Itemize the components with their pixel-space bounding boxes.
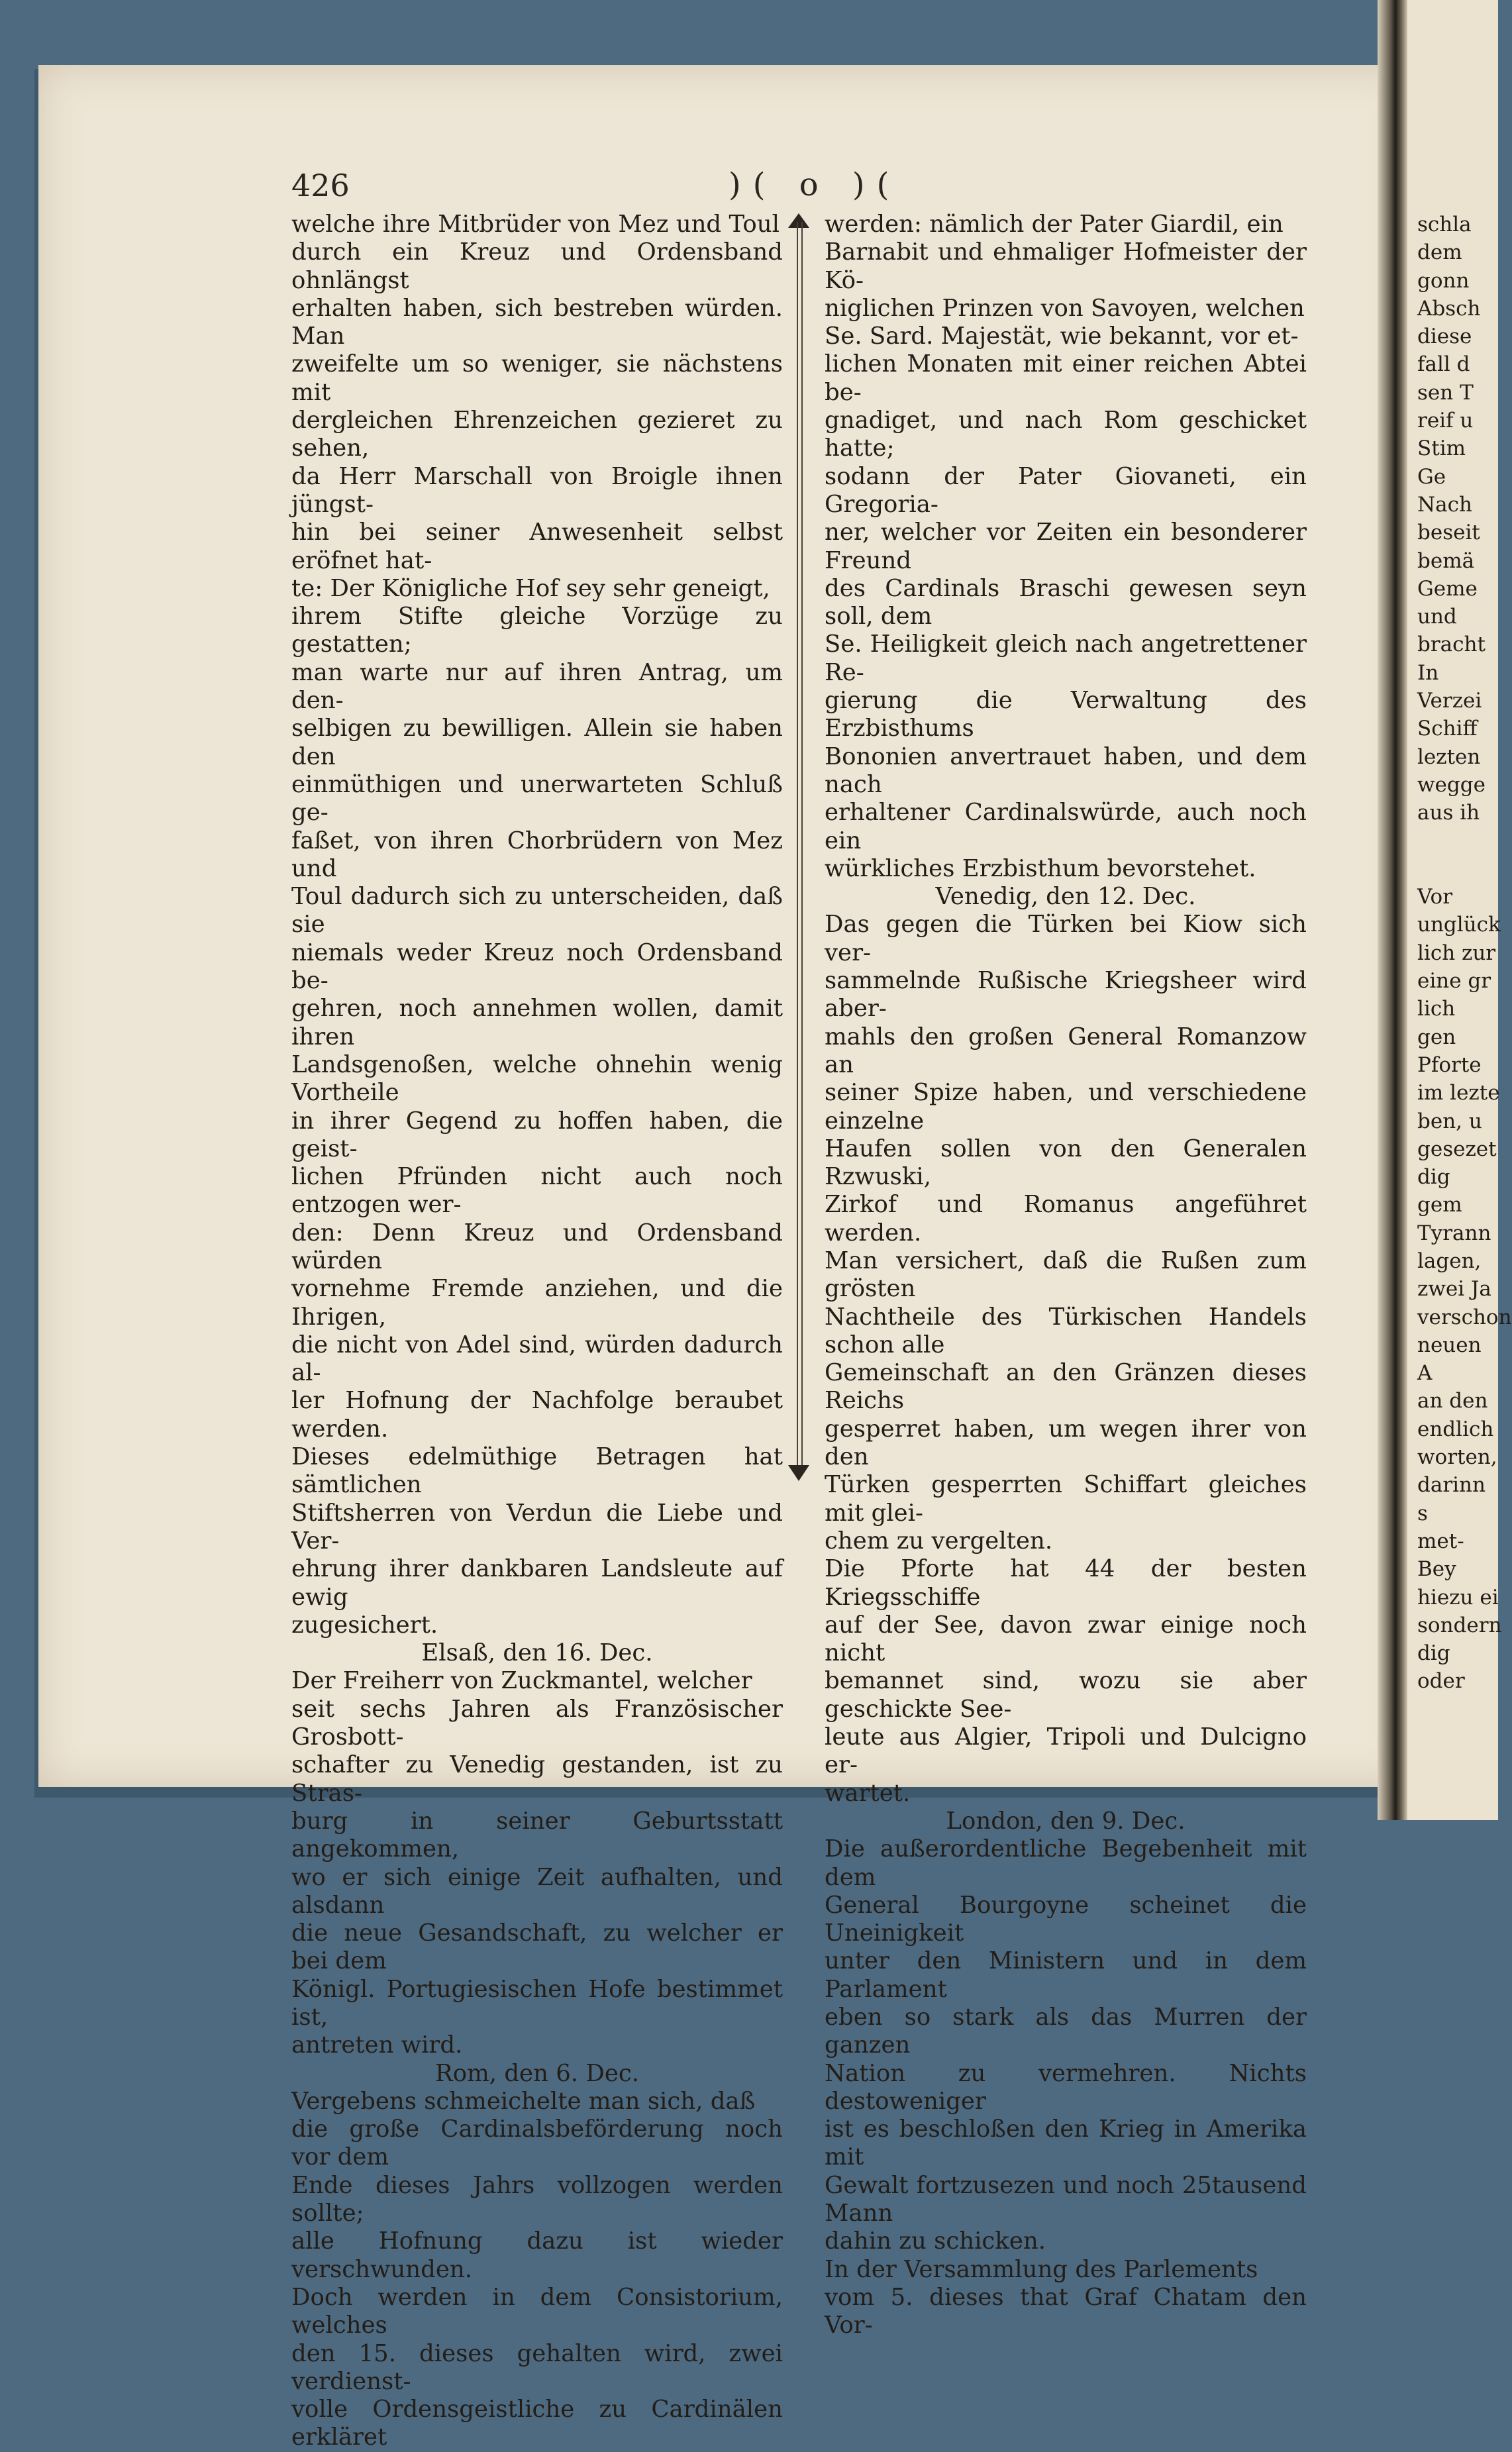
dateline-venedig: Venedig, den 12. Dec. <box>935 883 1196 911</box>
dateline-rom: Rom, den 6. Dec. <box>434 2059 639 2087</box>
header-ornament: )( o )( <box>729 166 901 203</box>
column-divider <box>797 222 803 1467</box>
next-page-column <box>1417 211 1512 1696</box>
dateline-elsass: Elsaß, den 16. Dec. <box>421 1639 653 1667</box>
article-paragraph: Das gegen die Türken bei Kiow sich ver- sammelnde Rußische Kriegsheer wird aber- mahls den großen General Romanzow an seiner Spize haben, und verschiedene einzelne Haufen sollen von den Generalen Rzwuski, Zirkof und Romanus angeführet werden. Man versichert, daß die Rußen zum grösten Nachtheile des Türkischen Handels schon alle Gemeinschaft an den Gränzen dieses Reichs gesperret haben, um wegen ihrer von den Türken gesperrten Schiffart gleiches mit glei- chem zu vergelten. <box>825 911 1307 1555</box>
right-column <box>825 211 1307 2340</box>
article-paragraph: welche ihre Mitbrüder von Mez und Toul durch ein Kreuz und Ordensband ohnlängst erhalten haben, sich bestreben würden. Man zweifelte um so weniger, sie nächstens mit dergleichen Ehrenzeichen gezieret zu sehen, da Herr Marschall von Broigle ihnen jüngst- hin bei seiner Anwesenheit selbst eröfnet hat- te: Der Königliche Hof sey sehr geneigt, ihrem Stifte gleiche Vorzüge zu gestatten; man warte nur auf ihren Antrag, um den- selbigen zu bewilligen. Allein sie haben den einmüthigen und unerwarteten Schluß ge- faßet, von ihren Chorbrüdern von Mez und Toul dadurch sich zu unterscheiden, daß sie niemals weder Kreuz noch Ordensband be- gehren, noch annehmen wollen, damit ihren Landsgenoßen, welche ohnehin wenig Vortheile in ihrer Gegend zu hoffen haben, die geist- lichen Pfründen nicht auch noch entzogen wer- den: Denn Kreuz und Ordensband würden vornehme Fremde anziehen, und die Ihrigen, die nicht von Adel sind, würden dadurch al- ler Hofnung der Nachfolge beraubet werden. Dieses edelmüthige Betragen hat sämtlichen Stiftsherren von Verdun die Liebe und Ver- ehrung ihrer dankbaren Landsleute auf ewig zugesichert. <box>291 211 783 1639</box>
divider-ornament-bottom <box>788 1465 809 1481</box>
left-column <box>291 211 783 2452</box>
article-paragraph: Vergebens schmeichelte man sich, daß die große Cardinalsbeförderung noch vor dem Ende dieses Jahrs vollzogen werden sollte; alle Hofnung dazu ist wieder verschwunden. Doch werden in dem Consistorium, welches den 15. dieses gehalten wird, zwei verdienst- volle Ordensgeistliche zu Cardinälen erkläret <box>291 2087 783 2451</box>
dateline-london: London, den 9. Dec. <box>946 1807 1185 1835</box>
next-page-text: schla dem gonn Absch diese fall d sen T reif u Stim Ge Nach beseit bemä Geme und bracht In Verzei Schiff lezten wegge aus ih Vor unglück lich zur eine gr lich gen Pforte im lezte ben, u gesezet dig gem Tyrann lagen, zwei Ja verschon neuen A an den endlich worten, darinn s met-Bey hiezu ei sondern dig oder <box>1417 213 1512 1694</box>
article-paragraph: Die Pforte hat 44 der besten Kriegsschiffe auf der See, davon zwar einige noch nicht bemannet sind, wozu sie aber geschickte See- leute aus Algier, Tripoli und Dulcigno er- wartet. <box>825 1555 1307 1807</box>
book-gutter <box>1378 0 1407 1820</box>
article-paragraph: Die außerordentliche Begebenheit mit dem General Bourgoyne scheinet die Uneinigkeit unter den Ministern und in dem Parlament eben so stark als das Murren der ganzen Nation zu vermehren. Nichts destoweniger ist es beschloßen den Krieg in Amerika mit Gewalt fortzusezen und noch 25tausend Mann dahin zu schicken. <box>825 1835 1307 2255</box>
page-number: 426 <box>291 168 350 203</box>
article-paragraph: In der Versammlung des Parlements vom 5. dieses that Graf Chatam den Vor- <box>825 2255 1307 2339</box>
article-paragraph: werden: nämlich der Pater Giardil, ein Barnabit und ehmaliger Hofmeister der Kö- niglichen Prinzen von Savoyen, welchen Se. Sard. Majestät, wie bekannt, vor et- lichen Monaten mit einer reichen Abtei be- gnadiget, und nach Rom geschicket hatte; sodann der Pater Giovaneti, ein Gregoria- ner, welcher vor Zeiten ein besonderer Freund des Cardinals Braschi gewesen seyn soll, dem Se. Heiligkeit gleich nach angetrettener Re- gierung die Verwaltung des Erzbisthums Bononien anvertrauet haben, und dem nach erhaltener Cardinalswürde, auch noch ein würkliches Erzbisthum bevorstehet. <box>825 211 1307 882</box>
article-paragraph: Der Freiherr von Zuckmantel, welcher seit sechs Jahren als Französischer Grosbott- schafter zu Venedig gestanden, ist zu Stras- burg in seiner Geburtsstatt angekommen, wo er sich einige Zeit aufhalten, und alsdann die neue Gesandschaft, zu welcher er bei dem Königl. Portugiesischen Hofe bestimmet ist, antreten wird. <box>291 1667 783 2059</box>
